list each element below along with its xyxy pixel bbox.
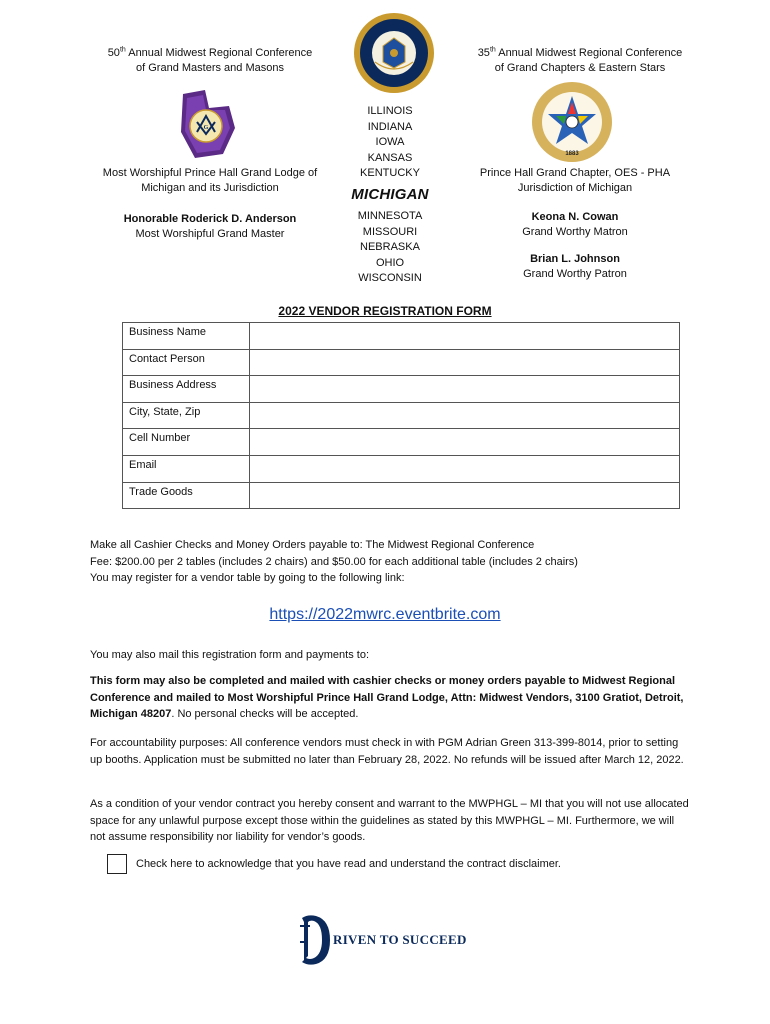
mailing-instructions: This form may also be completed and mailed with cashier checks or money orders payable to Midwest Regional Conference and mailed to Most Worshipful Prince Hall Grand Lodge, Attn: Midwest Vendors, 3100 Gratiot, Detroit, Michigan 48207. No personal checks will be accepted. [90, 675, 684, 721]
table-row [123, 376, 680, 403]
state-item: IOWA [375, 136, 405, 149]
field-label: Trade Goods [123, 482, 250, 509]
grand-master-name: Honorable Roderick D. Anderson [123, 213, 297, 225]
table-row [123, 349, 680, 376]
svg-text:G: G [203, 125, 209, 131]
michigan-state-seal-icon [353, 12, 435, 94]
field-label: Business Name [123, 323, 250, 350]
seal-year: 1883 [565, 151, 579, 157]
left-conference-heading: 50th Annual Midwest Regional Conference of Grand Masters and Masons [107, 46, 313, 74]
trade-goods-field[interactable] [250, 482, 680, 509]
member-states-list [330, 104, 450, 287]
right-conference-heading: 35th Annual Midwest Regional Conference of Grand Chapters & Eastern Stars [477, 46, 683, 74]
old-english-d-logo-icon [298, 912, 334, 968]
table-row [123, 482, 680, 509]
table-row [123, 429, 680, 456]
acknowledge-label: Check here to acknowledge that you have read and understand the contract disclaimer. [136, 858, 561, 870]
business-name-field[interactable] [250, 323, 680, 350]
payment-instructions: Make all Cashier Checks and Money Orders payable to: The Midwest Regional Conference Fee: $200.00 per 2 tables (includes 2 chairs) and $50.00 for each additional table (includes 2 chairs) You may register for a vendor table by going to the following link: [90, 539, 578, 585]
table-row [123, 323, 680, 350]
grand-matron-name: Keona N. Cowan [531, 211, 619, 223]
state-item: INDIANA [367, 120, 413, 133]
state-item: OHIO [375, 256, 405, 269]
form-title: 2022 VENDOR REGISTRATION FORM [278, 304, 492, 318]
grand-chapter-info: Prince Hall Grand Chapter, OES - PHA Jurisdiction of Michigan Keona N. Cowan Grand Worthy Matron Brian L. Johnson Grand Worthy Patron [470, 166, 680, 282]
table-row [123, 455, 680, 482]
field-label: Contact Person [123, 349, 250, 376]
cell-number-field[interactable] [250, 429, 680, 456]
state-item: KENTUCKY [360, 167, 420, 180]
accountability-paragraph: For accountability purposes: All conference vendors must check in with PGM Adrian Green 313-399-8014, prior to setting up booths. Application must be submitted no later than February 28, 2022. No refunds will be issued after March 12, 2022. [90, 737, 684, 766]
contact-person-field[interactable] [250, 349, 680, 376]
city-state-zip-field[interactable] [250, 402, 680, 429]
mwphgl-seal-icon [175, 88, 241, 160]
contract-condition-paragraph: As a condition of your vendor contract you hereby consent and warrant to the MWPHGL – MI that you will not use allocated space for any unlawful purpose except those within the guidelines as stated by this MWPHGL – MI. Furthermore, we will not assume responsibility nor liability for vendor’s goods. [90, 798, 689, 844]
field-label: Email [123, 455, 250, 482]
grand-matron-title: Grand Worthy Matron [522, 226, 628, 238]
state-item: ILLINOIS [367, 105, 413, 117]
field-label: Business Address [123, 376, 250, 403]
eventbrite-registration-link[interactable]: https://2022mwrc.eventbrite.com [269, 606, 501, 623]
grand-patron-name: Brian L. Johnson [530, 253, 620, 265]
grand-lodge-info: Most Worshipful Prince Hall Grand Lodge of Michigan and its Jurisdiction Honorable Roderick D. Anderson Most Worshipful Grand Master [90, 166, 330, 242]
vendor-registration-table [122, 322, 680, 509]
state-item-highlight: MICHIGAN [351, 185, 429, 203]
state-item: KANSAS [367, 151, 413, 164]
state-item: WISCONSIN [358, 272, 422, 285]
grand-master-title: Most Worshipful Grand Master [135, 228, 285, 240]
field-label: Cell Number [123, 429, 250, 456]
email-field[interactable] [250, 455, 680, 482]
table-row [123, 402, 680, 429]
state-item: MISSOURI [362, 225, 418, 238]
state-item: MINNESOTA [357, 209, 423, 222]
acknowledge-checkbox[interactable] [107, 854, 127, 874]
mail-intro-text: You may also mail this registration form and payments to: [90, 649, 370, 661]
grand-patron-title: Grand Worthy Patron [523, 268, 627, 280]
business-address-field[interactable] [250, 376, 680, 403]
field-label: City, State, Zip [123, 402, 250, 429]
driven-to-succeed-slogan: RIVEN TO SUCCEED [333, 932, 467, 947]
state-item: NEBRASKA [360, 241, 420, 254]
oes-chapter-seal-icon [530, 80, 614, 164]
